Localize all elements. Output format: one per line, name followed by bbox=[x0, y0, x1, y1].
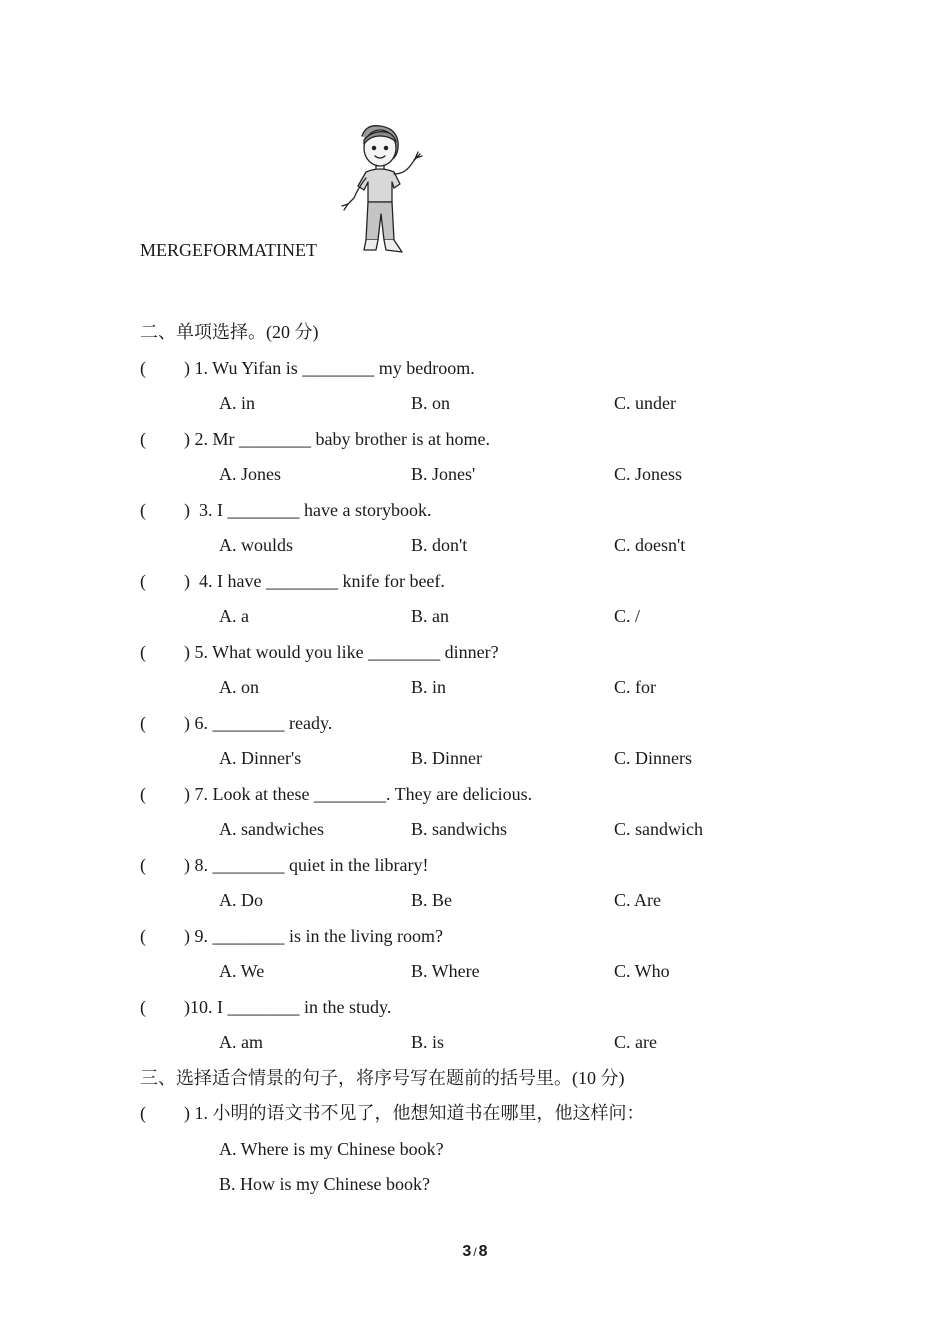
option-b: B. is bbox=[411, 1032, 445, 1052]
question-stem: 6. ________ ready. bbox=[190, 713, 333, 733]
answer-paren: ( bbox=[140, 926, 146, 946]
option-c: C. are bbox=[614, 1032, 657, 1052]
option-a: A. woulds bbox=[219, 535, 294, 555]
answer-paren-close: ) bbox=[184, 997, 190, 1017]
answer-paren-close: ) bbox=[184, 855, 190, 875]
option-b: B. an bbox=[411, 606, 449, 626]
page-total: 8 bbox=[478, 1243, 488, 1260]
option-a: A. a bbox=[219, 606, 249, 626]
answer-paren: ( bbox=[140, 997, 146, 1017]
option-b: B. How is my Chinese book? bbox=[219, 1174, 430, 1194]
option-c: C. doesn't bbox=[614, 535, 686, 555]
answer-paren-close: ) bbox=[184, 429, 190, 449]
option-a: A. sandwiches bbox=[219, 819, 324, 839]
answer-paren: ( bbox=[140, 571, 146, 591]
question-stem: 2. Mr ________ baby brother is at home. bbox=[190, 429, 490, 449]
question-row bbox=[140, 711, 332, 735]
option-c: C. under bbox=[614, 393, 676, 413]
option-a: A. in bbox=[219, 393, 255, 413]
question-stem: 10. I ________ in the study. bbox=[190, 997, 392, 1017]
option-b: B. sandwichs bbox=[411, 819, 507, 839]
question-stem: 1. 小明的语文书不见了，他想知道书在哪里，他这样问： bbox=[190, 1103, 645, 1123]
question-stem: 8. ________ quiet in the library! bbox=[190, 855, 429, 875]
option-a: A. We bbox=[219, 961, 265, 981]
answer-paren-close: ) bbox=[184, 926, 190, 946]
question-stem: 1. Wu Yifan is ________ my bedroom. bbox=[190, 358, 475, 378]
question-stem: 7. Look at these ________. They are delicious. bbox=[190, 784, 533, 804]
question-row bbox=[140, 995, 391, 1019]
answer-paren: ( bbox=[140, 713, 146, 733]
option-b: B. in bbox=[411, 677, 447, 697]
page-separator: / bbox=[473, 1245, 477, 1259]
answer-paren-close: ) bbox=[184, 784, 190, 804]
option-b: B. Where bbox=[411, 961, 480, 981]
section-3-title: 三、选择适合情景的句子，将序号写在题前的括号里。(10 分) bbox=[140, 1068, 625, 1088]
option-b: B. Jones' bbox=[411, 464, 476, 484]
option-a: A. Where is my Chinese book? bbox=[219, 1139, 444, 1159]
option-a: A. Do bbox=[219, 890, 263, 910]
question-stem: 3. I ________ have a storybook. bbox=[190, 500, 432, 520]
answer-paren: ( bbox=[140, 1103, 146, 1123]
answer-paren-close: ) bbox=[184, 1103, 190, 1123]
question-stem: 4. I have ________ knife for beef. bbox=[190, 571, 445, 591]
boy-waving-illustration bbox=[336, 122, 428, 262]
option-b: B. on bbox=[411, 393, 451, 413]
option-a: A. am bbox=[219, 1032, 263, 1052]
answer-paren: ( bbox=[140, 500, 146, 520]
answer-paren: ( bbox=[140, 429, 146, 449]
option-b: B. Be bbox=[411, 890, 453, 910]
answer-paren-close: ) bbox=[184, 358, 190, 378]
answer-paren-close: ) bbox=[184, 642, 190, 662]
option-c: C. for bbox=[614, 677, 656, 697]
answer-paren: ( bbox=[140, 358, 146, 378]
option-b: B. don't bbox=[411, 535, 468, 555]
page-current: 3 bbox=[462, 1243, 472, 1260]
option-a: A. on bbox=[219, 677, 259, 697]
option-c: C. Dinners bbox=[614, 748, 692, 768]
option-c: C. Who bbox=[614, 961, 670, 981]
question-row bbox=[140, 1101, 645, 1125]
question-stem: 9. ________ is in the living room? bbox=[190, 926, 443, 946]
page-number bbox=[0, 1243, 950, 1261]
question-stem: 5. What would you like ________ dinner? bbox=[190, 642, 499, 662]
question-row bbox=[140, 498, 431, 522]
answer-paren-close: ) bbox=[184, 500, 190, 520]
option-a: A. Dinner's bbox=[219, 748, 302, 768]
question-row bbox=[140, 782, 532, 806]
option-b: B. Dinner bbox=[411, 748, 482, 768]
option-c: C. Joness bbox=[614, 464, 683, 484]
option-a: A. Jones bbox=[219, 464, 281, 484]
question-row bbox=[140, 356, 475, 380]
stray-field-code-text: MERGEFORMATINET bbox=[140, 240, 318, 260]
answer-paren: ( bbox=[140, 855, 146, 875]
question-row bbox=[140, 853, 428, 877]
answer-paren-close: ) bbox=[184, 713, 190, 733]
option-c: C. Are bbox=[614, 890, 661, 910]
question-row bbox=[140, 640, 499, 664]
option-c: C. sandwich bbox=[614, 819, 703, 839]
answer-paren-close: ) bbox=[184, 571, 190, 591]
question-row bbox=[140, 924, 443, 948]
answer-paren: ( bbox=[140, 642, 146, 662]
section-2-title: 二、单项选择。(20 分) bbox=[140, 322, 319, 342]
answer-paren: ( bbox=[140, 784, 146, 804]
question-row bbox=[140, 569, 445, 593]
option-c: C. / bbox=[614, 606, 641, 626]
question-row bbox=[140, 427, 490, 451]
